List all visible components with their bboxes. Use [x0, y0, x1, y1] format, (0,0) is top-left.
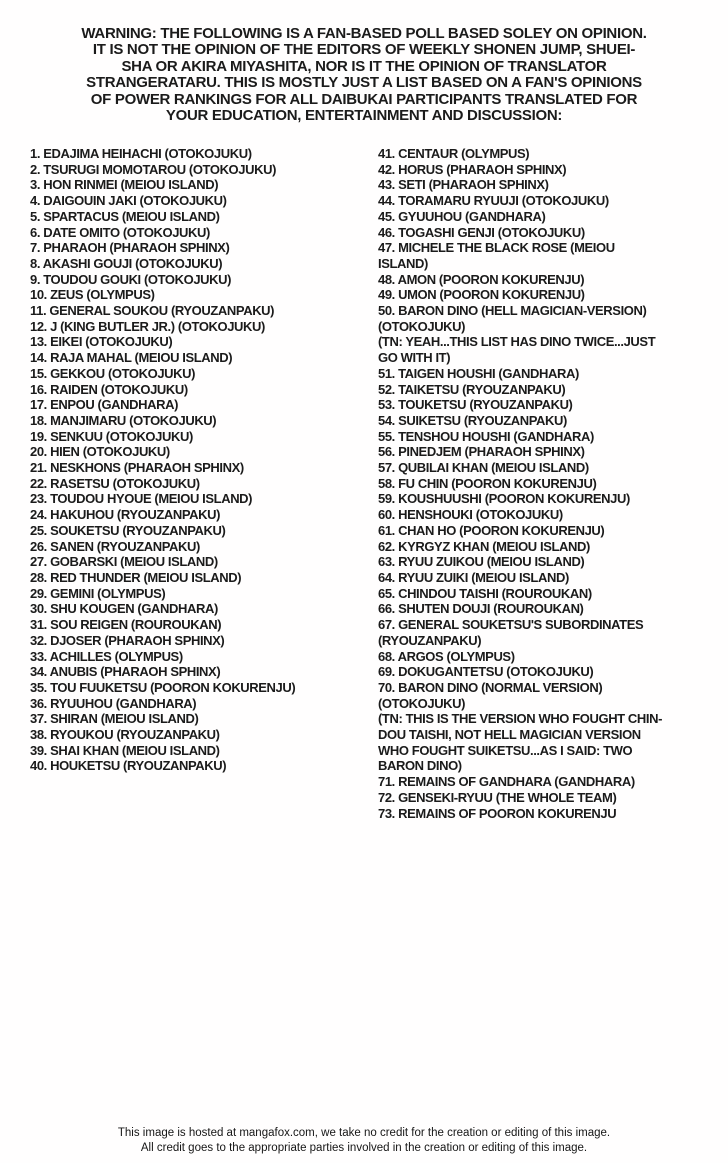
ranking-entry: 45. GYUUHOU (GANDHARA)	[378, 208, 546, 224]
ranking-entry: 38. RYOUKOU (RYOUZANPAKU)	[30, 727, 220, 743]
ranking-entry: (OTOKOJUKU)	[378, 695, 466, 711]
ranking-entry: 63. RYUU ZUIKOU (MEIOU ISLAND)	[378, 554, 585, 570]
ranking-entry: 3. HON RINMEI (MEIOU ISLAND)	[30, 177, 219, 193]
ranking-entry: BARON DINO)	[378, 758, 462, 774]
ranking-entry: 19. SENKUU (OTOKOJUKU)	[30, 428, 193, 444]
ranking-entry: 53. TOUKETSU (RYOUZANPAKU)	[378, 397, 573, 413]
ranking-entry: 55. TENSHOU HOUSHI (GANDHARA)	[378, 428, 594, 444]
ranking-entry: 46. TOGASHI GENJI (OTOKOJUKU)	[378, 224, 585, 240]
ranking-entry: 71. REMAINS OF GANDHARA (GANDHARA)	[378, 774, 635, 790]
ranking-entry: 28. RED THUNDER (MEIOU ISLAND)	[30, 569, 242, 585]
ranking-entry: 40. HOUKETSU (RYOUZANPAKU)	[30, 758, 227, 774]
warning-line: SHA OR AKIRA MIYASHITA, NOR IS IT THE OPINION OF TRANSLATOR	[121, 57, 607, 75]
ranking-entry: 44. TORAMARU RYUUJI (OTOKOJUKU)	[378, 193, 609, 209]
ranking-entry: 65. CHINDOU TAISHI (ROUROUKAN)	[378, 585, 592, 601]
ranking-entry: 18. MANJIMARU (OTOKOJUKU)	[30, 412, 217, 428]
ranking-entry: 68. ARGOS (OLYMPUS)	[378, 648, 515, 664]
ranking-entry: 31. SOU REIGEN (ROUROUKAN)	[30, 617, 222, 633]
ranking-entry: 50. BARON DINO (HELL MAGICIAN-VERSION)	[378, 303, 647, 319]
ranking-entry: 34. ANUBIS (PHARAOH SPHINX)	[30, 664, 221, 680]
ranking-entry: 54. SUIKETSU (RYOUZANPAKU)	[378, 412, 567, 428]
ranking-entry: ISLAND)	[378, 255, 428, 271]
ranking-entry: 12. J (KING BUTLER JR.) (OTOKOJUKU)	[30, 318, 265, 334]
warning-line: YOUR EDUCATION, ENTERTAINMENT AND DISCUSSION:	[165, 107, 563, 125]
ranking-entry: 64. RYUU ZUIKI (MEIOU ISLAND)	[378, 569, 569, 585]
ranking-entry: 16. RAIDEN (OTOKOJUKU)	[30, 381, 188, 397]
ranking-entry: 72. GENSEKI-RYUU (THE WHOLE TEAM)	[378, 789, 617, 805]
ranking-entry: 58. FU CHIN (POORON KOKURENJU)	[378, 475, 597, 491]
ranking-entry: 22. RASETSU (OTOKOJUKU)	[30, 475, 200, 491]
ranking-entry: 41. CENTAUR (OLYMPUS)	[378, 146, 530, 161]
ranking-entry: (OTOKOJUKU)	[378, 318, 466, 334]
ranking-entry: DOU TAISHI, NOT HELL MAGICIAN VERSION	[378, 727, 641, 743]
ranking-entry: 48. AMON (POORON KOKURENJU)	[378, 271, 585, 287]
footer-credit-line: All credit goes to the appropriate parties involved in the creation or editing of this image.	[140, 1141, 588, 1154]
ranking-entry: 51. TAIGEN HOUSHI (GANDHARA)	[378, 365, 579, 381]
ranking-entry: 14. RAJA MAHAL (MEIOU ISLAND)	[30, 350, 233, 366]
ranking-entry: 15. GEKKOU (OTOKOJUKU)	[30, 365, 196, 381]
ranking-list-left-column	[30, 146, 378, 774]
ranking-entry: WHO FOUGHT SUIKETSU...AS I SAID: TWO	[378, 742, 633, 758]
ranking-entry: 26. SANEN (RYOUZANPAKU)	[30, 538, 200, 554]
ranking-entry: 23. TOUDOU HYOUE (MEIOU ISLAND)	[30, 491, 253, 507]
ranking-entry: 42. HORUS (PHARAOH SPHINX)	[378, 161, 567, 177]
warning-line: OF POWER RANKINGS FOR ALL DAIBUKAI PARTICIPANTS TRANSLATED FOR	[90, 90, 638, 108]
ranking-entry: 24. HAKUHOU (RYOUZANPAKU)	[30, 507, 221, 523]
ranking-entry: 62. KYRGYZ KHAN (MEIOU ISLAND)	[378, 538, 590, 554]
warning-line: WARNING: THE FOLLOWING IS A FAN-BASED POLL BASED SOLEY ON OPINION.	[81, 25, 647, 42]
ranking-entry: 13. EIKEI (OTOKOJUKU)	[30, 334, 173, 350]
ranking-entry: 11. GENERAL SOUKOU (RYOUZANPAKU)	[30, 303, 275, 319]
ranking-entry: 33. ACHILLES (OLYMPUS)	[30, 648, 183, 664]
ranking-entry: 20. HIEN (OTOKOJUKU)	[30, 444, 170, 460]
ranking-entry: 57. QUBILAI KHAN (MEIOU ISLAND)	[378, 460, 589, 476]
ranking-entry: (TN: THIS IS THE VERSION WHO FOUGHT CHIN-	[378, 711, 663, 727]
warning-line: STRANGERATARU. THIS IS MOSTLY JUST A LIST BASED ON A FAN'S OPINIONS	[86, 74, 642, 92]
ranking-list-right-column	[378, 146, 728, 821]
ranking-entry: 32. DJOSER (PHARAOH SPHINX)	[30, 632, 225, 648]
ranking-entry: 7. PHARAOH (PHARAOH SPHINX)	[30, 240, 230, 256]
ranking-entry: 35. TOU FUUKETSU (POORON KOKURENJU)	[30, 679, 296, 695]
ranking-entry: 47. MICHELE THE BLACK ROSE (MEIOU	[378, 240, 615, 256]
ranking-entry: 1. EDAJIMA HEIHACHI (OTOKOJUKU)	[30, 146, 252, 161]
ranking-entry: (TN: YEAH...THIS LIST HAS DINO TWICE...JUST	[378, 334, 656, 350]
ranking-entry: GO WITH IT)	[378, 350, 451, 366]
ranking-entry: 2. TSURUGI MOMOTAROU (OTOKOJUKU)	[30, 161, 276, 177]
ranking-entry: 39. SHAI KHAN (MEIOU ISLAND)	[30, 742, 220, 758]
ranking-entry: 10. ZEUS (OLYMPUS)	[30, 287, 155, 303]
ranking-entry: 17. ENPOU (GANDHARA)	[30, 397, 179, 413]
ranking-entry: 56. PINEDJEM (PHARAOH SPHINX)	[378, 444, 585, 460]
ranking-entry: 67. GENERAL SOUKETSU'S SUBORDINATES	[378, 617, 644, 633]
ranking-entry: 6. DATE OMITO (OTOKOJUKU)	[30, 224, 210, 240]
ranking-entry: 8. AKASHI GOUJI (OTOKOJUKU)	[30, 255, 223, 271]
ranking-entry: 59. KOUSHUUSHI (POORON KOKURENJU)	[378, 491, 630, 507]
ranking-entry: 60. HENSHOUKI (OTOKOJUKU)	[378, 507, 563, 523]
ranking-entry: 36. RYUUHOU (GANDHARA)	[30, 695, 197, 711]
ranking-entry: 66. SHUTEN DOUJI (ROUROUKAN)	[378, 601, 584, 617]
ranking-entry: 70. BARON DINO (NORMAL VERSION)	[378, 679, 603, 695]
ranking-entry: 21. NESKHONS (PHARAOH SPHINX)	[30, 460, 244, 476]
footer-credit-line: This image is hosted at mangafox.com, we take no credit for the creation or editing of this image.	[117, 1127, 611, 1139]
warning-header-text	[0, 26, 728, 124]
ranking-entry: 49. UMON (POORON KOKURENJU)	[378, 287, 585, 303]
ranking-entry: 9. TOUDOU GOUKI (OTOKOJUKU)	[30, 271, 232, 287]
ranking-entry: 27. GOBARSKI (MEIOU ISLAND)	[30, 554, 218, 570]
hosting-credit-footer	[0, 1126, 728, 1155]
ranking-entry: 52. TAIKETSU (RYOUZANPAKU)	[378, 381, 566, 397]
ranking-entry: 43. SETI (PHARAOH SPHINX)	[378, 177, 549, 193]
ranking-entry: 37. SHIRAN (MEIOU ISLAND)	[30, 711, 199, 727]
ranking-entry: 25. SOUKETSU (RYOUZANPAKU)	[30, 522, 226, 538]
ranking-entry: 4. DAIGOUIN JAKI (OTOKOJUKU)	[30, 193, 227, 209]
ranking-entry: 30. SHU KOUGEN (GANDHARA)	[30, 601, 218, 617]
ranking-entry: 29. GEMINI (OLYMPUS)	[30, 585, 166, 601]
ranking-entry: 69. DOKUGANTETSU (OTOKOJUKU)	[378, 664, 594, 680]
warning-line: IT IS NOT THE OPINION OF THE EDITORS OF WEEKLY SHONEN JUMP, SHUEI-	[92, 41, 636, 59]
ranking-entry: (RYOUZANPAKU)	[378, 632, 482, 648]
ranking-entry: 61. CHAN HO (POORON KOKURENJU)	[378, 522, 605, 538]
ranking-entry: 5. SPARTACUS (MEIOU ISLAND)	[30, 208, 220, 224]
ranking-entry: 73. REMAINS OF POORON KOKURENJU	[378, 805, 617, 821]
